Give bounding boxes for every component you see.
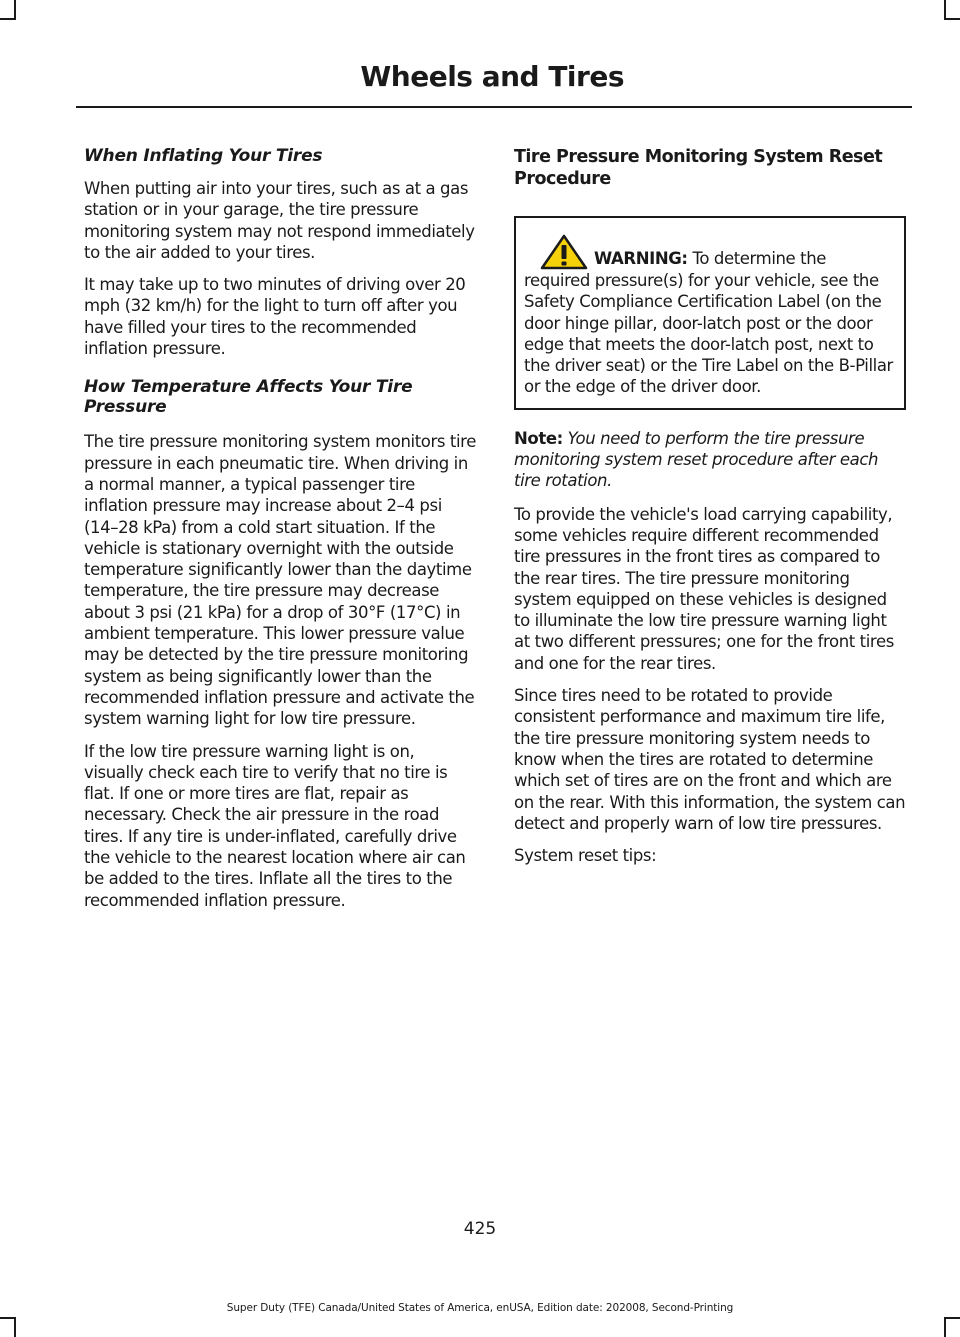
warning-text-block — [524, 234, 896, 398]
temperature-paragraph: If the low tire pressure warning light is on, visually check each tire to verify that no tire is flat. If one or more tires are flat, repair as necessary. Check the air pressure in the road tires. If any tire is under-inflated, carefully drive the vehicle to the nearest location where air can be added to the tires. Inflate all the tires to the recommended inflation pressure. — [84, 741, 466, 910]
warning-text: To determine the required pressure(s) for your vehicle, see the Safety Compliance Certification Label (on the door hinge pillar, door-latch post or the door edge that meets the door-latch post, next to the driver seat) or the Tire Label on the B-Pillar or the edge of the driver door. — [524, 249, 893, 397]
temperature-heading: How Temperature Affects Your Tire Pressure — [84, 377, 413, 418]
footer-edition: Super Duty (TFE) Canada/United States of America, enUSA, Edition date: 202008, Second-Printing — [226, 1302, 734, 1314]
crop-mark — [14, 0, 16, 20]
note-text: You need to perform the tire pressure monitoring system reset procedure after each tire rotation. — [514, 428, 879, 491]
page-number: 425 — [463, 1219, 497, 1239]
header-divider — [76, 106, 912, 108]
inflating-heading: When Inflating Your Tires — [84, 146, 323, 166]
section-title: Tire Pressure Monitoring System Reset Procedure — [514, 147, 883, 189]
note — [514, 428, 906, 492]
crop-mark — [944, 0, 946, 20]
warning-triangle-icon — [540, 234, 588, 270]
inflating-paragraph: When putting air into your tires, such as at a gas station or in your garage, the tire pressure monitoring system may not respond immediately to the air added to your tires. — [84, 179, 475, 262]
crop-mark — [944, 1317, 960, 1319]
crop-mark — [0, 18, 16, 20]
temperature-paragraph: The tire pressure monitoring system monitors tire pressure in each pneumatic tire. When driving in a normal manner, a typical passenger tire inflation pressure may increase about 2–4 psi (14–28 kPa) from a cold start situation. If the vehicle is stationary overnight with the outside temperature significantly lower than the daytime temperature, the tire pressure may decrease about 3 psi (21 kPa) for a drop of 30°F (17°C) in ambient temperature. This lower pressure value may be detected by the tire pressure monitoring system as being significantly lower than the recommended inflation pressure and activate the system warning light for low tire pressure. — [84, 432, 476, 729]
right-column — [514, 146, 906, 877]
inflating-paragraph: It may take up to two minutes of driving over 20 mph (32 km/h) for the light to turn off after you have filled your tires to the recommended inflation pressure. — [84, 275, 466, 359]
reset-paragraph: To provide the vehicle's load carrying capability, some vehicles require different recommended tire pressures in the front tires as compared to the rear tires. The tire pressure monitoring system equipped on these vehicles is designed to illuminate the low tire pressure warning light at two different pressures; one for the front tires and one for the rear tires. — [514, 504, 894, 673]
left-column — [84, 146, 476, 922]
page-title: Wheels and Tires — [360, 60, 624, 93]
crop-mark — [944, 1317, 946, 1337]
crop-mark — [944, 18, 960, 20]
reset-tips-label: System reset tips: — [514, 846, 657, 866]
note-label: Note: — [514, 428, 563, 448]
crop-mark — [14, 1317, 16, 1337]
reset-paragraph: Since tires need to be rotated to provide consistent performance and maximum tire life, the tire pressure monitoring system needs to know when the tires are rotated to determine which set of tires are on the front and which are on the rear. With this information, the system can detect and properly warn of low tire pressures. — [514, 686, 906, 833]
warning-label: WARNING: — [594, 249, 688, 268]
warning-box — [514, 216, 906, 410]
crop-mark — [0, 1317, 16, 1319]
